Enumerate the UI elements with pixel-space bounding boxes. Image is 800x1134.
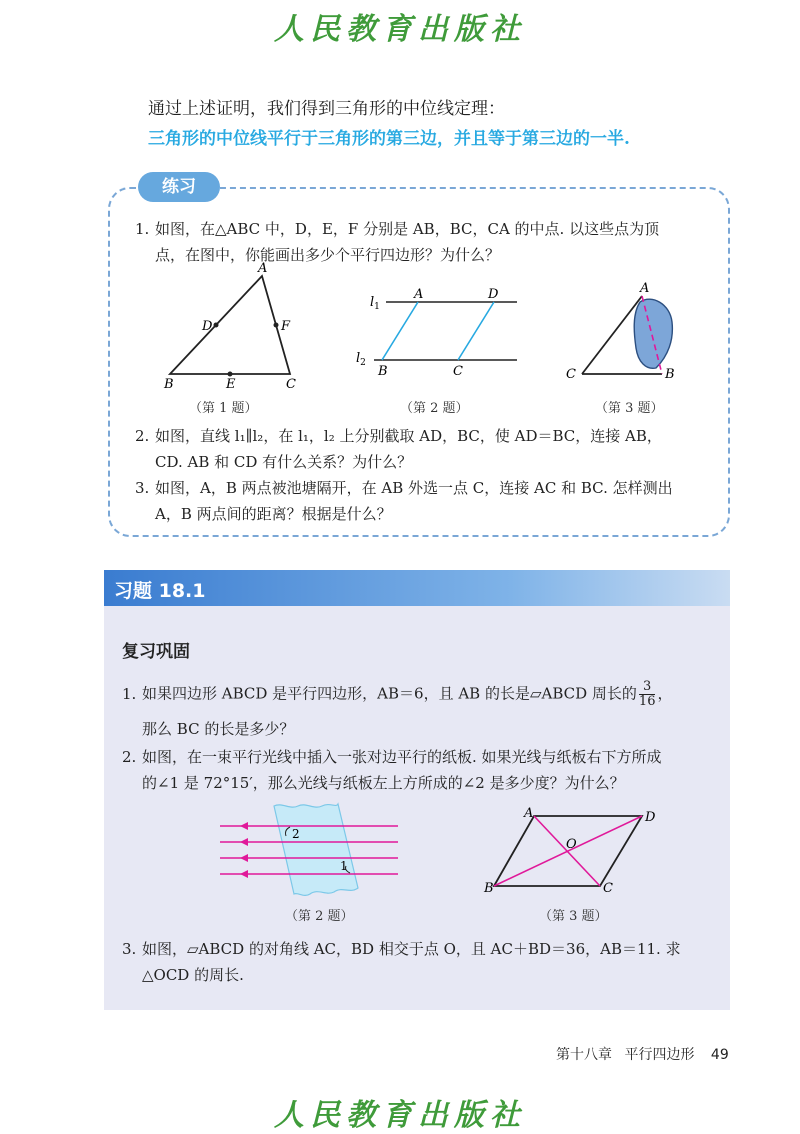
publisher-logo-bottom: 人民教育出版社	[274, 1098, 526, 1133]
practice-q1-line1: 1. 如图，在△ABC 中，D，E，F 分别是 AB，BC，CA 的中点. 以这些点为顶	[135, 220, 660, 238]
practice-q2-line1: 2. 如图，直线 l₁∥l₂，在 l₁，l₂ 上分别截取 AD，BC，使 AD＝BC，连接 AB，	[135, 427, 662, 445]
exercise-figure-3	[482, 804, 662, 896]
pond-shape	[634, 299, 672, 368]
practice-figure-3	[562, 282, 692, 382]
exercise-figure-2	[218, 800, 403, 900]
exercise-e1-line2: 那么 BC 的长是多少？	[142, 720, 295, 738]
exercise-e1-line1: 1. 如果四边形 ABCD 是平行四边形，AB＝6，且 AB 的长是▱ABCD 周长的 $\frac{3}{16}$ ，	[122, 679, 673, 709]
theorem-text: 三角形的中位线平行于三角形的第三边，并且等于第三边的一半.	[148, 129, 630, 149]
review-section-title: 复习巩固	[122, 642, 190, 662]
page-number: 49	[710, 1047, 729, 1063]
exercise-header	[104, 570, 730, 606]
fig2-label-a: A	[414, 287, 424, 302]
fig2-label-l2: $l_2$	[356, 351, 366, 368]
exercise-fig3-caption: （第 3 题）	[539, 909, 608, 924]
ex-fig3-label-c: C	[603, 881, 613, 896]
angle-2-label: 2	[292, 827, 300, 841]
angle-1-label: 1	[340, 859, 348, 873]
fig1-label-e: E	[226, 377, 236, 392]
ex-fig3-label-a: A	[524, 806, 534, 821]
exercise-title: 习题 18.1	[114, 580, 206, 602]
fig2-label-l1: $l_1$	[370, 295, 380, 312]
ex-fig3-label-o: O	[566, 837, 577, 852]
practice-figure-1	[150, 262, 310, 397]
practice-q1-line2: 点，在图中，你能画出多少个平行四边形？为什么？	[155, 246, 501, 264]
fig3-label-b: B	[665, 367, 675, 382]
fig2-label-b: B	[378, 364, 388, 379]
fig2-label-d: D	[488, 287, 499, 302]
fig3-label-a: A	[640, 282, 650, 296]
fig2-label-c: C	[453, 364, 463, 379]
fig1-label-d: D	[202, 319, 213, 334]
practice-q3-line2: A，B 两点间的距离？根据是什么？	[155, 505, 392, 523]
exercise-fig2-caption: （第 2 题）	[285, 909, 354, 924]
exercise-e2-line1: 2. 如图，在一束平行光线中插入一张对边平行的纸板. 如果光线与纸板右下方所成	[122, 748, 662, 766]
practice-tab: 练习	[138, 172, 220, 202]
page-footer	[556, 1044, 729, 1064]
practice-q3-line1: 3. 如图，A，B 两点被池塘隔开，在 AB 外选一点 C，连接 AC 和 BC. 怎样测出	[135, 479, 673, 497]
fig2-caption: （第 2 题）	[400, 401, 469, 416]
fig1-label-c: C	[286, 377, 296, 392]
footer-chapter: 第十八章	[556, 1047, 612, 1063]
fig1-label-b: B	[164, 377, 174, 392]
exercise-e3-line2: △OCD 的周长.	[142, 966, 244, 984]
exercise-e2-line2: 的∠1 是 72°15′，那么光线与纸板左上方所成的∠2 是多少度？为什么？	[142, 774, 625, 792]
fig1-label-f: F	[281, 319, 291, 334]
fraction-3-16: $\frac{3}{16}$	[638, 679, 656, 709]
intro-text: 通过上述证明，我们得到三角形的中位线定理：	[148, 99, 505, 119]
ex-fig3-label-b: B	[484, 881, 494, 896]
practice-q2-line2: CD. AB 和 CD 有什么关系？为什么？	[155, 453, 413, 471]
ex-fig3-label-d: D	[645, 810, 656, 825]
publisher-logo-top: 人民教育出版社	[274, 12, 526, 47]
footer-section: 平行四边形	[624, 1047, 695, 1063]
practice-figure-2	[352, 284, 527, 379]
cardboard-shape	[274, 804, 358, 895]
fig3-caption: （第 3 题）	[595, 401, 664, 416]
fig1-caption: （第 1 题）	[189, 401, 258, 416]
fig1-label-a: A	[258, 262, 268, 276]
fig3-label-c: C	[566, 367, 576, 382]
exercise-e3-line1: 3. 如图，▱ABCD 的对角线 AC，BD 相交于点 O，且 AC＋BD＝36，AB＝11. 求	[122, 940, 681, 958]
